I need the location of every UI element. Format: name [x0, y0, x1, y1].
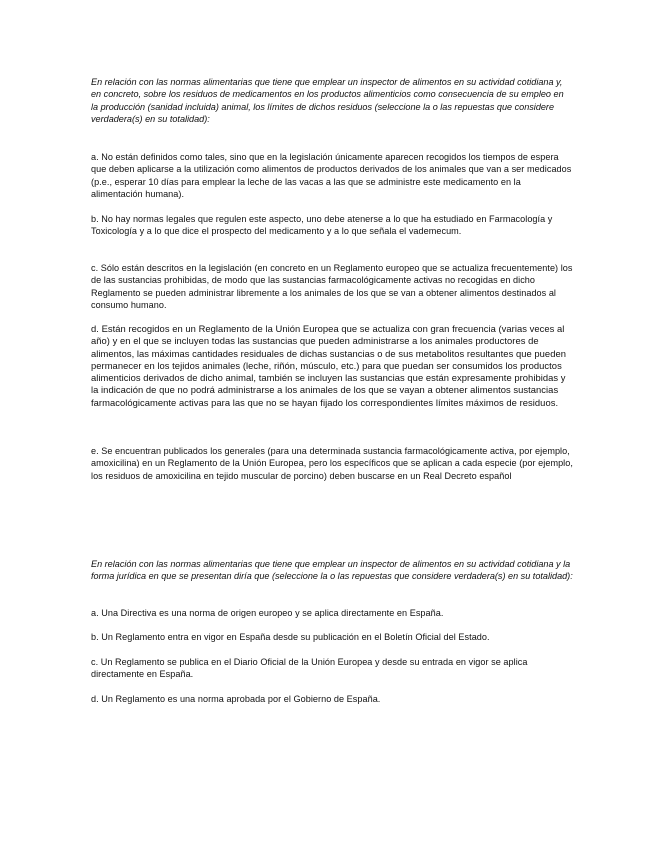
question-1-option-e: e. Se encuentran publicados los generales (para una determinada sustancia farmacológicamente activa, por ejemplo, amoxicilina) en un Reglamento de la Unión Europea, pero los específicos que se aplican a cada especie (por ejemplo, los residuos de amoxicilina en tejido muscular de porcino) deben buscarse en un Real Decreto español	[91, 446, 573, 481]
question-1-prompt: En relación con las normas alimentarias que tiene que emplear un inspector de alimentos en su actividad cotidiana y, en concreto, sobre los residuos de medicamentos en los productos alimenticios como consecuencia de su empleo en la producción (sanidad incluida) animal, los límites de dichos residuos (seleccione la o las repuestas que considere verdadera(s) en su totalidad):	[91, 77, 564, 125]
question-2-option-c: c. Un Reglamento se publica en el Diario Oficial de la Unión Europea y desde su entrada en vigor se aplica directamente en España.	[91, 657, 528, 680]
question-1-option-a: a. No están definidos como tales, sino que en la legislación únicamente aparecen recogidos los tiempos de espera que deben aplicarse a la utilización como alimentos de productos derivados de los animales que van a ser medicados (p.e., esperar 10 días para emplear la leche de las vacas a las que se administre este medicamento en la alimentación humana).	[91, 152, 572, 200]
question-1-option-c: c. Sólo están descritos en la legislación (en concreto en un Reglamento europeo que se actualiza frecuentemente) los de las sustancias prohibidas, de modo que las sustancias farmacológicamente activas no recogidas en dicho Reglamento se pueden administrar libremente a los animales de los que se van a obtener alimentos destinados al consumo humano.	[91, 263, 573, 311]
question-2-option-b: b. Un Reglamento entra en vigor en España desde su publicación en el Boletín Oficial del Estado.	[91, 632, 490, 642]
question-2-option-d: d. Un Reglamento es una norma aprobada por el Gobierno de España.	[91, 694, 381, 704]
question-1-option-b: b. No hay normas legales que regulen este aspecto, uno debe atenerse a lo que ha estudiado en Farmacología y Toxicología y a lo que dice el prospecto del medicamento y a lo que señala el vademecum.	[91, 214, 553, 237]
question-2-prompt: En relación con las normas alimentarias que tiene que emplear un inspector de alimentos en su actividad cotidiana y la forma jurídica en que se presentan diría que (seleccione la o las repuestas que considere verdadera(s) en su totalidad):	[91, 559, 573, 582]
question-2-option-a: a. Una Directiva es una norma de origen europeo y se aplica directamente en España.	[91, 608, 444, 618]
question-1-option-d: d. Están recogidos en un Reglamento de la Unión Europea que se actualiza con gran frecuencia (varias veces al año) y en el que se incluyen todas las sustancias que pueden administrarse a los animales productores de alimentos, las máximas cantidades residuales de dichas sustancias o de sus metabolitos resultantes que pueden permanecer en los tejidos animales (leche, riñón, músculo, etc.) para que puedan ser consumidos los productos alimenticios derivados de dicho animal, también se incluyen las sustancias que están expresamente prohibidas y la indicación de que no podrá administrarse a los animales de los que se vayan a obtener alimentos sustancias farmacológicamente activas para las que no se hayan fijado los correspondientes límites máximos de residuos.	[91, 323, 566, 408]
